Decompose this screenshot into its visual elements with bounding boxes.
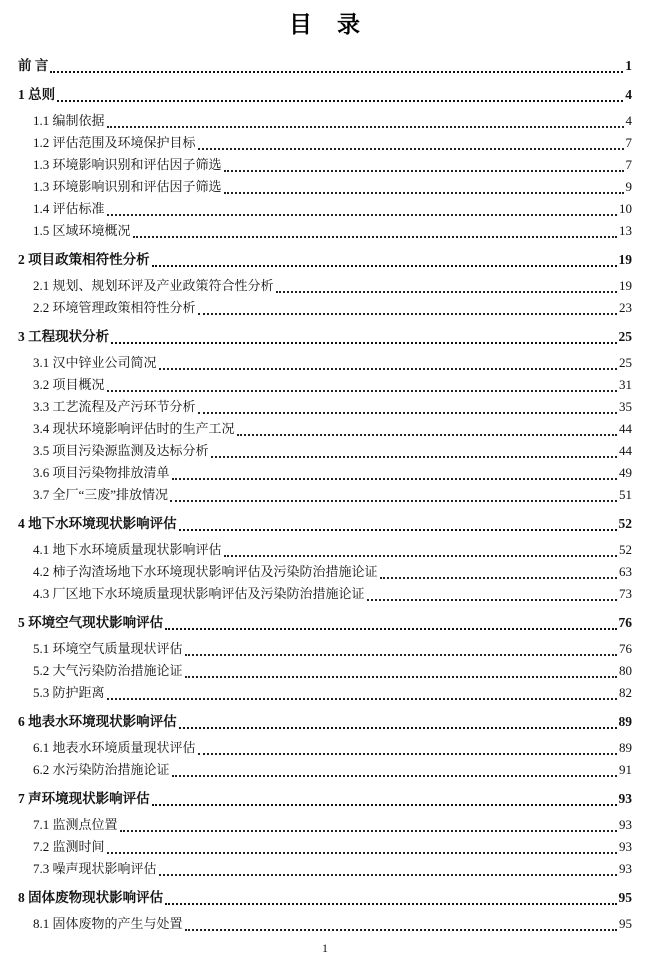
toc-leader-dots — [165, 903, 616, 905]
toc-entry — [18, 561, 632, 583]
toc-leader-dots — [367, 599, 617, 601]
toc-entry — [18, 737, 632, 759]
toc-leader-dots — [224, 170, 624, 172]
toc-entry — [18, 352, 632, 374]
toc-leader-dots — [170, 500, 617, 502]
toc-leader-dots — [57, 100, 623, 102]
toc-entry-label: 1.3 环境影响识别和评估因子筛选 — [33, 179, 222, 194]
toc-entry-chapter — [18, 249, 632, 271]
toc-leader-dots — [198, 412, 617, 414]
toc-entry-chapter — [18, 326, 632, 348]
toc-leader-dots — [198, 313, 617, 315]
toc-entry-label: 8.1 固体废物的产生与处置 — [33, 916, 183, 931]
toc-entry-label: 3.7 全厂“三废”排放情况 — [33, 487, 169, 502]
toc-list — [18, 55, 632, 935]
toc-entry-page: 10 — [619, 201, 632, 216]
toc-entry-page: 44 — [619, 421, 632, 436]
toc-leader-dots — [224, 555, 617, 557]
toc-entry — [18, 836, 632, 858]
toc-entry-page: 19 — [618, 252, 632, 267]
toc-entry-chapter — [18, 887, 632, 909]
toc-entry-label: 6 地表水环境现状影响评估 — [18, 714, 177, 729]
toc-entry-chapter — [18, 55, 632, 77]
toc-entry-label: 3.5 项目污染源监测及达标分析 — [33, 443, 209, 458]
toc-entry-label: 5.1 环境空气质量现状评估 — [33, 641, 183, 656]
toc-entry-label: 1.1 编制依据 — [33, 113, 105, 128]
toc-entry-label: 5.3 防护距离 — [33, 685, 105, 700]
toc-entry-page: 19 — [619, 278, 632, 293]
toc-leader-dots — [120, 830, 617, 832]
toc-entry-label: 7.3 噪声现状影响评估 — [33, 861, 157, 876]
toc-entry-label: 2.2 环境管理政策相符性分析 — [33, 300, 196, 315]
toc-leader-dots — [380, 577, 617, 579]
toc-entry — [18, 418, 632, 440]
toc-entry — [18, 440, 632, 462]
toc-entry-page: 91 — [619, 762, 632, 777]
toc-entry-page: 76 — [618, 615, 632, 630]
toc-leader-dots — [172, 478, 617, 480]
toc-entry-label: 4 地下水环境现状影响评估 — [18, 516, 177, 531]
toc-entry-page: 93 — [619, 817, 632, 832]
toc-entry-label: 3.6 项目污染物排放清单 — [33, 465, 170, 480]
toc-entry-page: 4 — [625, 113, 632, 128]
toc-entry-page: 63 — [619, 564, 632, 579]
toc-entry-label: 7.1 监测点位置 — [33, 817, 118, 832]
toc-leader-dots — [198, 753, 617, 755]
toc-entry-chapter — [18, 788, 632, 810]
toc-leader-dots — [185, 929, 617, 931]
toc-entry-label: 8 固体废物现状影响评估 — [18, 890, 164, 905]
toc-entry-page: 95 — [619, 916, 632, 931]
toc-entry — [18, 583, 632, 605]
toc-entry-page: 7 — [625, 135, 632, 150]
toc-entry — [18, 913, 632, 935]
page-title: 目 录 — [289, 12, 361, 37]
toc-entry — [18, 154, 632, 176]
toc-leader-dots — [165, 628, 616, 630]
toc-entry-page: 93 — [619, 839, 632, 854]
toc-entry-label: 6.1 地表水环境质量现状评估 — [33, 740, 196, 755]
toc-entry-page: 31 — [619, 377, 632, 392]
toc-entry-page: 49 — [619, 465, 632, 480]
toc-entry-page: 93 — [619, 861, 632, 876]
toc-entry-chapter — [18, 513, 632, 535]
toc-entry — [18, 759, 632, 781]
toc-leader-dots — [179, 727, 617, 729]
toc-entry — [18, 396, 632, 418]
toc-entry-label: 7.2 监测时间 — [33, 839, 105, 854]
toc-entry-page: 35 — [619, 399, 632, 414]
toc-entry-label: 3 工程现状分析 — [18, 329, 110, 344]
toc-entry-page: 76 — [619, 641, 632, 656]
toc-entry — [18, 484, 632, 506]
toc-leader-dots — [185, 676, 617, 678]
toc-entry-label: 前 言 — [18, 58, 49, 73]
toc-entry-page: 25 — [618, 329, 632, 344]
toc-leader-dots — [152, 265, 617, 267]
footer-page-number: 1 — [322, 941, 328, 955]
toc-entry-label: 1.5 区域环境概况 — [33, 223, 131, 238]
toc-entry — [18, 110, 632, 132]
toc-entry-page: 23 — [619, 300, 632, 315]
toc-entry-page: 52 — [619, 542, 632, 557]
toc-entry-page: 82 — [619, 685, 632, 700]
toc-leader-dots — [224, 192, 624, 194]
toc-entry-label: 3.4 现状环境影响评估时的生产工况 — [33, 421, 235, 436]
toc-entry — [18, 638, 632, 660]
toc-entry-page: 52 — [618, 516, 632, 531]
toc-leader-dots — [172, 775, 617, 777]
toc-leader-dots — [133, 236, 617, 238]
toc-leader-dots — [111, 342, 616, 344]
toc-entry — [18, 374, 632, 396]
toc-entry-label: 1.3 环境影响识别和评估因子筛选 — [33, 157, 222, 172]
toc-entry-chapter — [18, 711, 632, 733]
toc-entry — [18, 275, 632, 297]
toc-entry-label: 7 声环境现状影响评估 — [18, 791, 150, 806]
toc-leader-dots — [211, 456, 617, 458]
toc-entry-page: 44 — [619, 443, 632, 458]
toc-entry — [18, 660, 632, 682]
toc-entry-label: 3.2 项目概况 — [33, 377, 105, 392]
toc-leader-dots — [159, 368, 617, 370]
toc-entry-label: 6.2 水污染防治措施论证 — [33, 762, 170, 777]
toc-entry-label: 1.2 评估范围及环境保护目标 — [33, 135, 196, 150]
toc-entry-label: 1 总则 — [18, 87, 56, 102]
toc-leader-dots — [179, 529, 617, 531]
toc-entry-label: 3.1 汉中锌业公司简况 — [33, 355, 157, 370]
toc-entry — [18, 132, 632, 154]
toc-entry-page: 89 — [618, 714, 632, 729]
toc-leader-dots — [198, 148, 624, 150]
toc-entry-label: 4.1 地下水环境质量现状影响评估 — [33, 542, 222, 557]
toc-entry-page: 7 — [625, 157, 632, 172]
toc-entry-chapter — [18, 612, 632, 634]
toc-leader-dots — [50, 71, 623, 73]
toc-entry-label: 4.2 柿子沟渣场地下水环境现状影响评估及污染防治措施论证 — [33, 564, 378, 579]
toc-leader-dots — [107, 698, 617, 700]
toc-entry-page: 25 — [619, 355, 632, 370]
toc-entry-page: 51 — [619, 487, 632, 502]
toc-leader-dots — [276, 291, 617, 293]
toc-entry — [18, 220, 632, 242]
toc-leader-dots — [107, 390, 617, 392]
toc-entry-label: 4.3 厂区地下水环境质量现状影响评估及污染防治措施论证 — [33, 586, 365, 601]
toc-entry-label: 2.1 规划、规划环评及产业政策符合性分析 — [33, 278, 274, 293]
toc-entry — [18, 682, 632, 704]
toc-entry — [18, 462, 632, 484]
toc-leader-dots — [152, 804, 617, 806]
toc-entry-label: 5 环境空气现状影响评估 — [18, 615, 164, 630]
toc-entry-page: 80 — [619, 663, 632, 678]
toc-leader-dots — [159, 874, 617, 876]
toc-entry-page: 73 — [619, 586, 632, 601]
toc-entry-page: 1 — [625, 58, 632, 73]
toc-entry-page: 13 — [619, 223, 632, 238]
toc-entry-label: 3.3 工艺流程及产污环节分析 — [33, 399, 196, 414]
toc-entry-page: 9 — [625, 179, 632, 194]
toc-leader-dots — [185, 654, 617, 656]
toc-entry-label: 1.4 评估标准 — [33, 201, 105, 216]
toc-entry-label: 5.2 大气污染防治措施论证 — [33, 663, 183, 678]
toc-entry — [18, 198, 632, 220]
toc-leader-dots — [107, 852, 617, 854]
toc-entry-chapter — [18, 84, 632, 106]
toc-entry — [18, 858, 632, 880]
toc-entry — [18, 297, 632, 319]
toc-entry — [18, 814, 632, 836]
toc-entry-page: 89 — [619, 740, 632, 755]
toc-leader-dots — [107, 214, 617, 216]
toc-entry-page: 4 — [625, 87, 632, 102]
toc-entry — [18, 539, 632, 561]
toc-entry-page: 95 — [618, 890, 632, 905]
toc-entry-label: 2 项目政策相符性分析 — [18, 252, 150, 267]
toc-leader-dots — [107, 126, 624, 128]
toc-leader-dots — [237, 434, 617, 436]
toc-entry — [18, 176, 632, 198]
toc-entry-page: 93 — [618, 791, 632, 806]
